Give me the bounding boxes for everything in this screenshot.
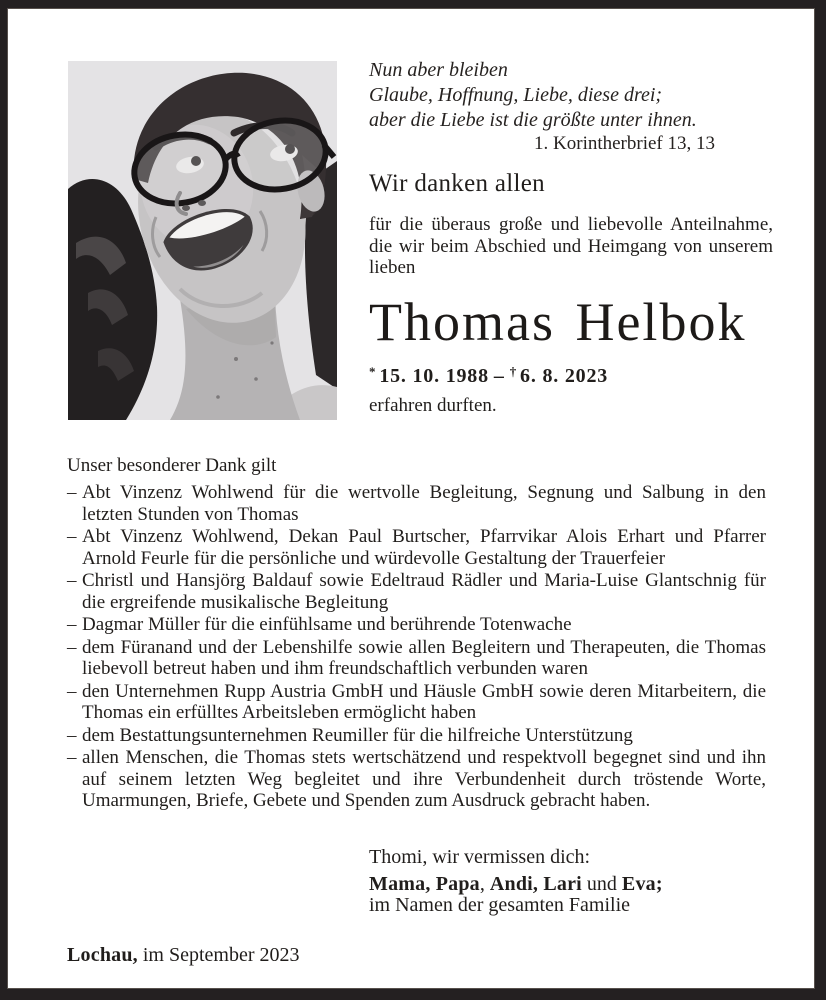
list-item-text: allen Menschen, die Thomas stets wertschätzend und respektvoll begegnet sind und ihn auf seinem letzten Weg begleitet und ihre Verbundenheit durch tröstende Worte, Umarmungen, Briefe, Gebete und Spenden zum Ausdruck gebracht haben. — [82, 747, 766, 811]
footer-place: Lochau, — [67, 944, 138, 966]
birth-symbol: * — [369, 364, 377, 379]
special-thanks-heading: Unser besonderer Dank gilt — [67, 455, 277, 476]
closing-postscript: im Namen der gesamten Familie — [369, 894, 631, 916]
list-item — [67, 482, 766, 525]
dash-bullet: – — [67, 636, 77, 658]
dash-bullet: – — [67, 614, 77, 635]
deceased-name: Thomas Helbok — [369, 292, 747, 352]
signature-names: Eva; — [621, 872, 663, 895]
list-item-text: Abt Vinzenz Wohlwend für die wertvolle Begleitung, Segnung und Salbung in den letzten Stunden von Thomas — [82, 482, 766, 525]
list-item — [67, 747, 766, 812]
portrait-photo-illustration — [68, 61, 337, 420]
dates-separator: – — [493, 365, 505, 387]
quote-line: aber die Liebe ist die größte unter ihnen. — [369, 109, 697, 131]
dash-bullet: – — [67, 570, 77, 591]
thanks-intro: für die überaus große und liebevolle Anteilnahme, die wir beim Abschied und Heimgang von unserem lieben — [369, 214, 773, 278]
thanks-outro: erfahren durften. — [369, 395, 497, 416]
list-item-text: Christl und Hansjörg Baldauf sowie Edeltraud Rädler und Maria-Luise Glantschnig für die ergreifende musikalische Begleitung — [82, 570, 766, 613]
list-item-text: Abt Vinzenz Wohlwend, Dekan Paul Burtscher, Pfarrvikar Alois Erhart und Pfarrer Arnold Feurle für die persönliche und würdevolle Gestaltung der Trauerfeier — [82, 526, 766, 569]
bible-quote — [369, 58, 715, 133]
footer-date: im September 2023 — [137, 944, 300, 966]
dash-bullet: – — [67, 680, 77, 702]
list-item — [67, 725, 766, 747]
thanks-heading: Wir danken allen — [369, 170, 545, 197]
place-date-line — [67, 943, 667, 967]
dash-bullet: – — [67, 526, 77, 547]
closing-block — [369, 847, 773, 917]
dash-bullet: – — [67, 724, 77, 746]
signature-separator: und — [581, 872, 622, 895]
special-thanks-list — [67, 482, 766, 812]
death-date: 6. 8. 2023 — [520, 365, 609, 387]
closing-intro: Thomi, wir vermissen dich: — [369, 846, 591, 868]
dash-bullet: – — [67, 482, 77, 503]
dash-bullet: – — [67, 747, 77, 768]
list-item-text: den Unternehmen Rupp Austria GmbH und Häusle GmbH sowie deren Mitarbeitern, die Thomas ein erfülltes Arbeitsleben ermöglicht haben — [82, 680, 766, 723]
obituary-card — [7, 8, 815, 989]
list-item — [67, 614, 766, 636]
list-item-text: Dagmar Müller für die einfühlsame und berührende Totenwache — [82, 614, 572, 635]
quote-line: Glaube, Hoffnung, Liebe, diese drei; — [369, 84, 663, 106]
signature-names: Andi, Lari — [489, 872, 582, 895]
list-item-text: dem Bestattungsunternehmen Reumiller für die hilfreiche Unterstützung — [82, 724, 633, 746]
quote-source: 1. Korintherbrief 13, 13 — [534, 133, 715, 154]
list-item — [67, 570, 766, 613]
portrait-photo — [68, 61, 337, 420]
signature-separator: , — [479, 872, 490, 895]
quote-line: Nun aber bleiben — [369, 59, 508, 81]
death-symbol: † — [509, 364, 518, 379]
list-item — [67, 526, 766, 569]
life-dates — [369, 360, 773, 388]
list-item — [67, 681, 766, 724]
family-signature — [369, 874, 773, 896]
signature-names: Mama, Papa — [369, 872, 480, 895]
birth-date: 15. 10. 1988 — [379, 365, 489, 387]
list-item — [67, 637, 766, 680]
list-item-text: dem Füranand und der Lebenshilfe sowie allen Begleitern und Therapeuten, die Thomas liebevoll betreut haben und ihm freundschaftlich verbunden waren — [82, 636, 766, 679]
